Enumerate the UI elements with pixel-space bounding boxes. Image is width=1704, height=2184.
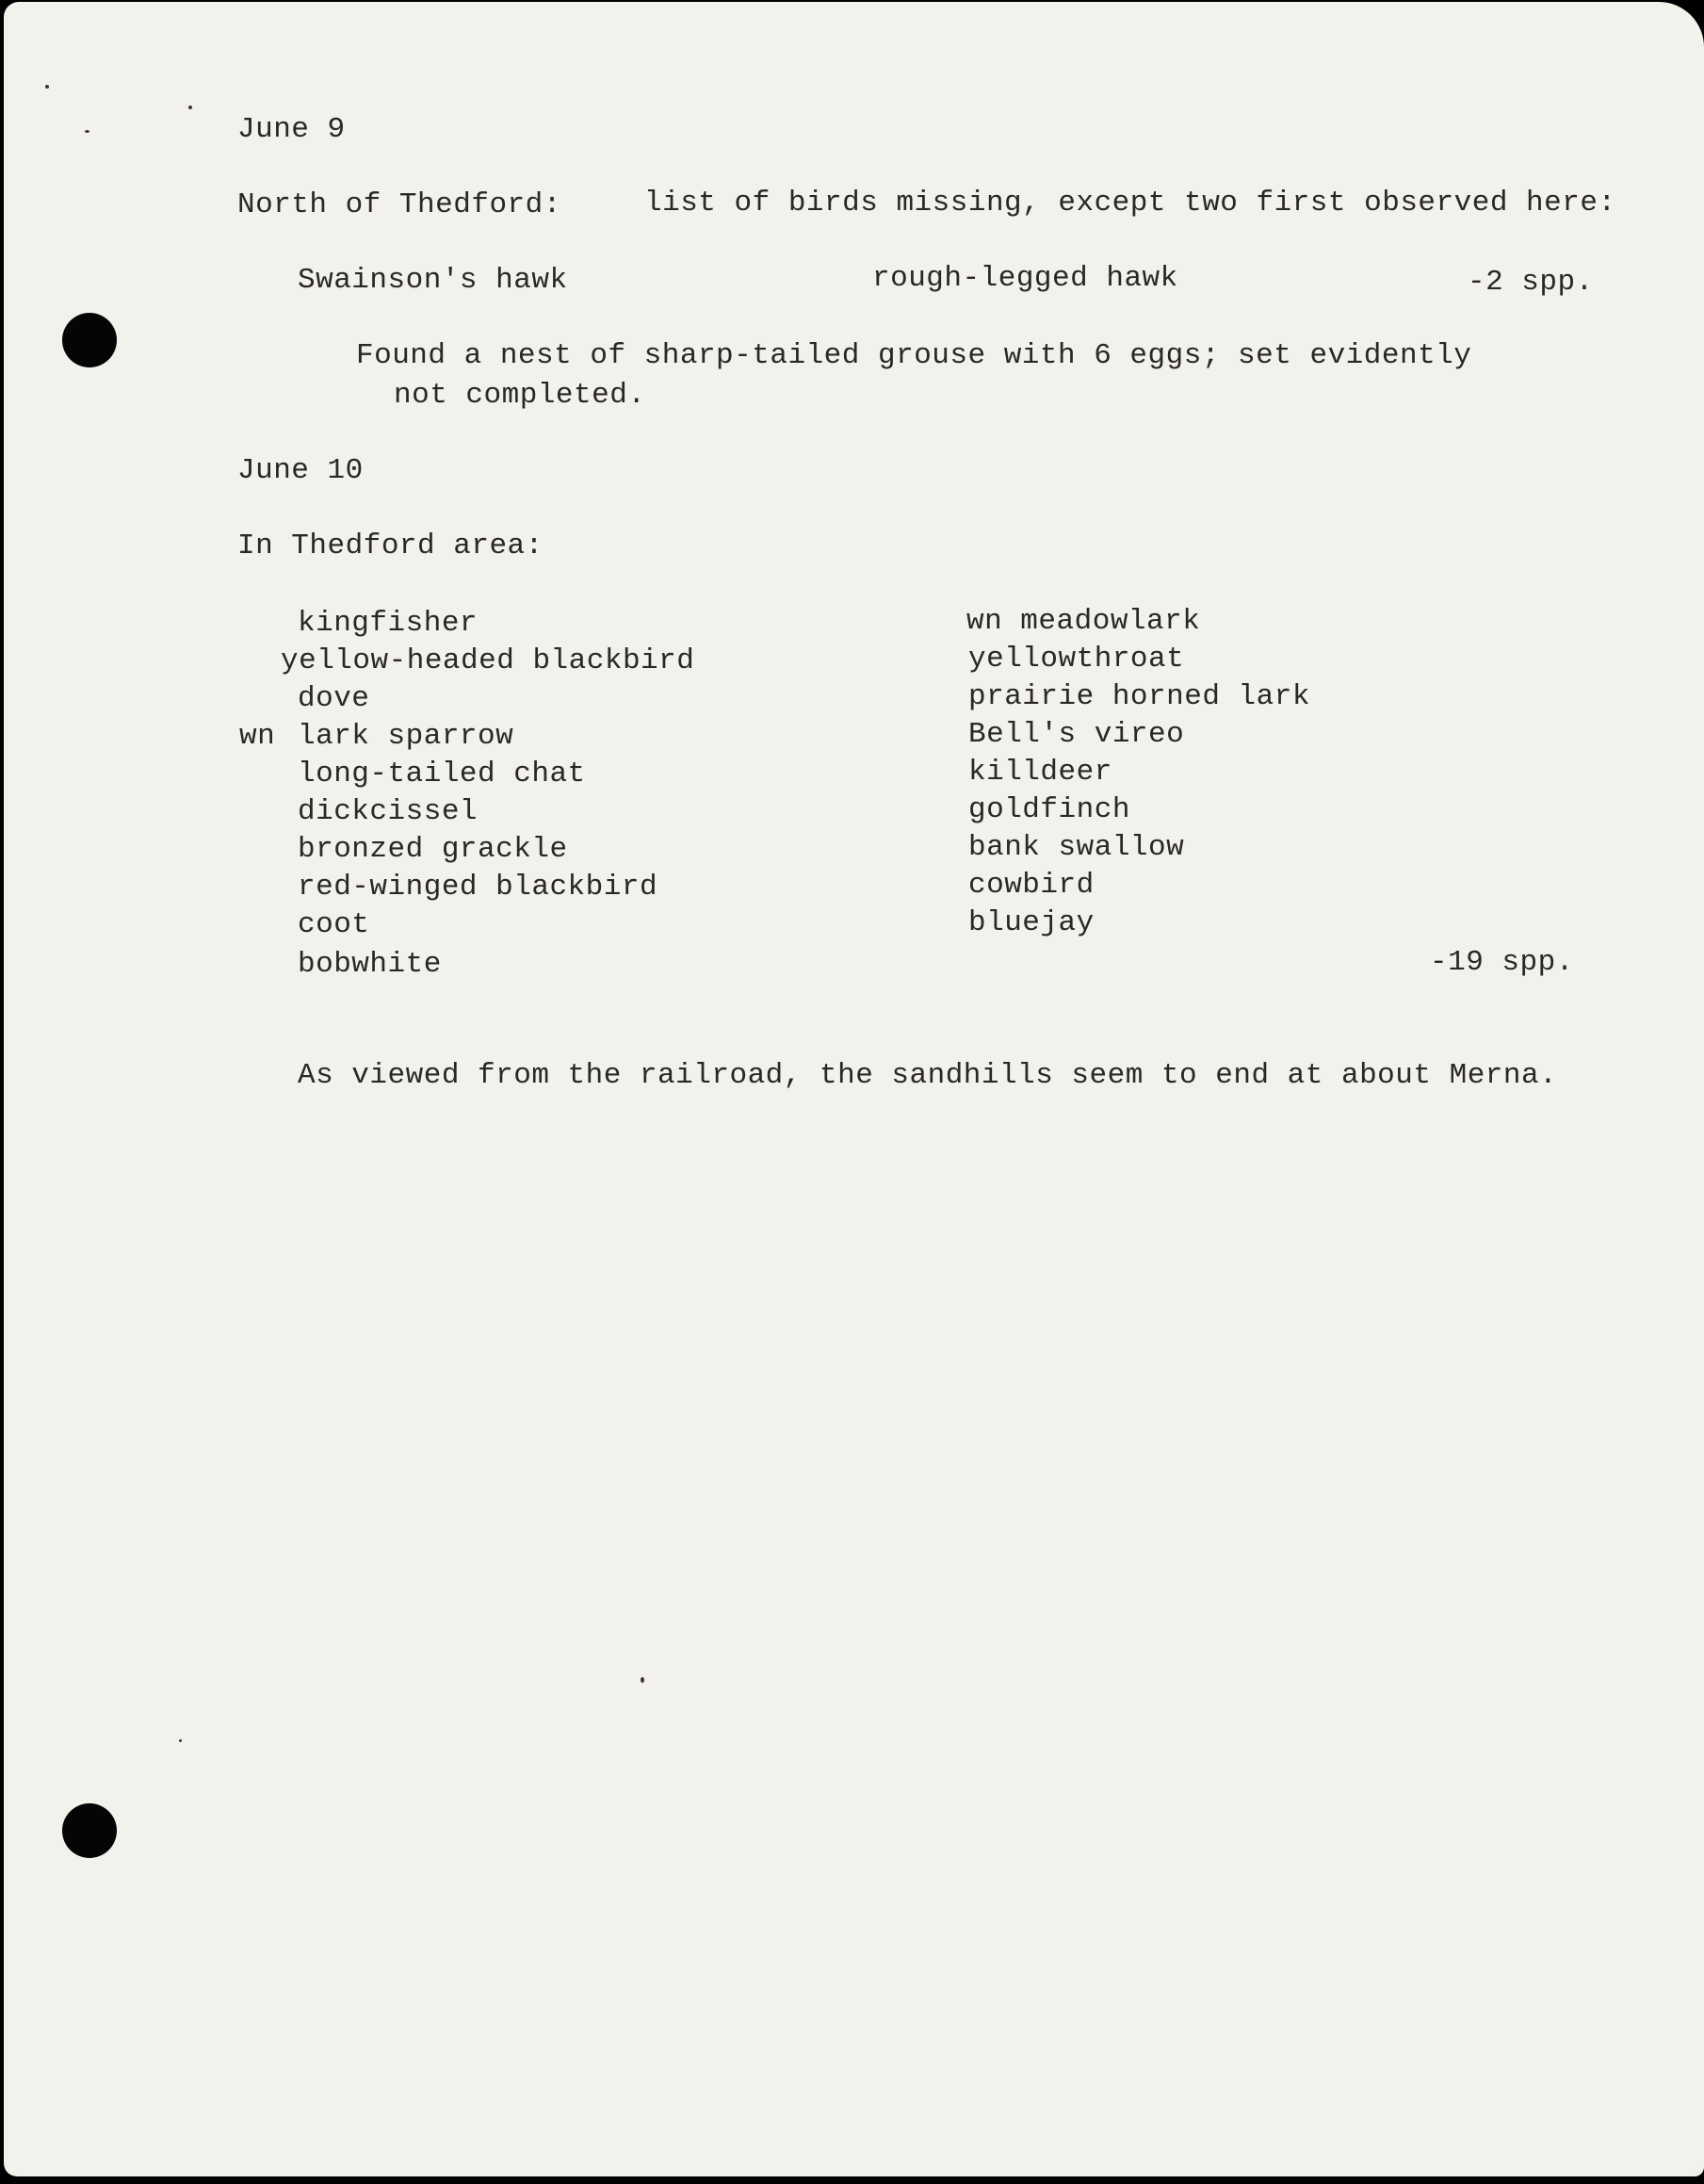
- species-item: coot: [298, 908, 370, 941]
- species-item: prairie horned lark: [968, 680, 1310, 713]
- species-item: goldfinch: [968, 793, 1130, 826]
- species-item: dove: [298, 682, 370, 715]
- species-item: cowbird: [968, 869, 1095, 902]
- species-item: wn meadowlark: [966, 605, 1201, 638]
- document-page: [4, 2, 1704, 2176]
- species-prefix: wn: [239, 720, 276, 753]
- species-item: yellowthroat: [968, 643, 1185, 676]
- speck: [188, 106, 192, 109]
- species-item: Swainson's hawk: [298, 264, 568, 297]
- species-count: -2 spp.: [1468, 266, 1594, 299]
- punch-hole-top: [62, 313, 117, 367]
- speck: [85, 130, 89, 133]
- entry-date: June 9: [237, 113, 346, 146]
- species-item: bronzed grackle: [298, 833, 568, 866]
- species-item: kingfisher: [298, 607, 479, 640]
- species-count: -19 spp.: [1430, 946, 1574, 979]
- location-label: North of Thedford:: [237, 188, 561, 221]
- species-item: Bell's vireo: [968, 718, 1185, 751]
- species-item: killdeer: [968, 756, 1112, 789]
- remark-line: As viewed from the railroad, the sandhills seem to end at about Merna.: [298, 1059, 1558, 1092]
- species-item: long-tailed chat: [298, 758, 586, 790]
- punch-hole-bottom: [62, 1803, 117, 1858]
- speck: [179, 1739, 182, 1742]
- location-text: list of birds missing, except two first observed here:: [644, 187, 1616, 220]
- species-item: rough-legged hawk: [872, 262, 1178, 295]
- note-line: not completed.: [394, 379, 646, 412]
- species-item: dickcissel: [298, 795, 479, 828]
- note-line: Found a nest of sharp-tailed grouse with 6 eggs; set evidently: [356, 339, 1472, 372]
- species-item: yellow-headed blackbird: [281, 644, 695, 677]
- species-item: lark sparrow: [298, 720, 514, 753]
- species-item: bank swallow: [968, 831, 1185, 864]
- location-label: In Thedford area:: [237, 530, 544, 562]
- species-item: bluejay: [968, 906, 1095, 939]
- entry-date: June 10: [237, 454, 364, 487]
- speck: [641, 1677, 644, 1683]
- speck: [45, 85, 49, 89]
- species-item: red-winged blackbird: [298, 871, 658, 904]
- species-item: bobwhite: [298, 948, 442, 981]
